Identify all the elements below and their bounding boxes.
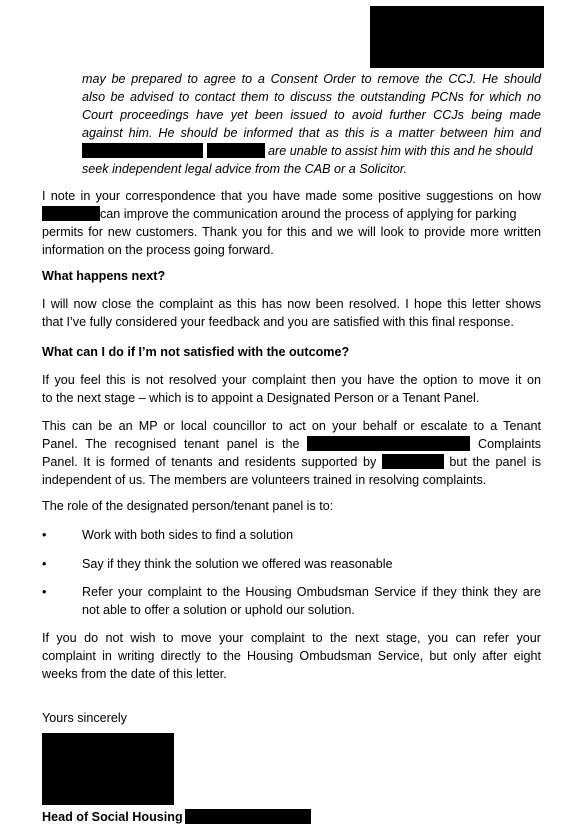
redacted-organisation — [382, 454, 444, 469]
bullet-marker: • — [42, 557, 47, 571]
options-line-2: to the next stage – which is to appoint a Designated Person or a Tenant Panel. — [42, 391, 480, 405]
suggestions-line-3: permits for new customers. Thank you for this and we will look to provide more written — [42, 225, 541, 239]
bullet-item: Refer your complaint to the Housing Ombudsman Service if they think they are not able to offer a solution or uphold our solution. — [82, 585, 541, 617]
heading-not-satisfied: What can I do if I’m not satisfied with the outcome? — [42, 345, 350, 359]
redacted-organisation — [185, 809, 311, 824]
suggestions-line-1: I note in your correspondence that you have made some positive suggestions on how — [42, 189, 541, 203]
options-paragraph — [42, 371, 541, 407]
ombudsman-line-1: If you do not wish to move your complaint to the next stage, you can refer your — [42, 631, 541, 645]
ombudsman-line-2: complaint in writing directly to the Housing Ombudsman Service, but only after eight — [42, 649, 541, 663]
panel-line-1: This can be an MP or local councillor to act on your behalf or escalate to a Tenant — [42, 419, 541, 433]
quote-line-2: also be advised to contact them to discuss the outstanding PCNs for which no — [82, 90, 541, 104]
heading-what-happens-next: What happens next? — [42, 269, 166, 283]
close-line-1: I will now close the complaint as this has now been resolved. I hope this letter shows — [42, 297, 541, 311]
quoted-advice-block — [82, 70, 541, 178]
quote-line-4: against him. He should be informed that as this is a matter between him and — [82, 126, 541, 140]
suggestions-paragraph — [42, 187, 541, 259]
redacted-header-block — [370, 6, 544, 68]
ombudsman-line-3: weeks from the date of this letter. — [42, 667, 227, 681]
panel-line-2: Panel. The recognised tenant panel is the Complaints — [42, 437, 542, 451]
redacted-name — [42, 206, 100, 221]
quote-line-6: seek independent legal advice from the CAB or a Solicitor. — [82, 162, 408, 176]
bullet-marker: • — [42, 585, 47, 599]
bullet-item: Say if they think the solution we offered was reasonable — [82, 557, 393, 571]
redacted-name — [82, 143, 203, 158]
bullet-marker: • — [42, 528, 47, 542]
options-line-1: If you feel this is not resolved your complaint then you have the option to move it on — [42, 373, 541, 387]
ombudsman-paragraph — [42, 629, 541, 683]
redacted-signature — [42, 733, 174, 805]
panel-line-3: Panel. It is formed of tenants and residents supported by but the panel is — [42, 455, 542, 469]
panel-line-4: independent of us. The members are volunteers trained in resolving complaints. — [42, 473, 487, 487]
redacted-panel-name — [307, 436, 470, 451]
tenant-panel-paragraph — [42, 417, 541, 489]
quote-line-3: Court proceedings have yet been issued to avoid further CCJs being made — [82, 108, 541, 122]
suggestions-line-4: information on the process going forward. — [42, 243, 274, 257]
closing-salutation: Yours sincerely — [42, 711, 127, 725]
close-paragraph — [42, 295, 541, 331]
signature-title: Head of Social Housing — [42, 808, 541, 826]
bullet-item: Work with both sides to find a solution — [82, 528, 294, 542]
quote-line-1: may be prepared to agree to a Consent Order to remove the CCJ. He should — [82, 72, 541, 86]
close-line-2: that I’ve fully considered your feedback and you are satisfied with this final response. — [42, 315, 514, 329]
redacted-name — [207, 143, 265, 158]
suggestions-line-2: can improve the communication around the process of applying for parking — [42, 205, 541, 223]
quote-line-5: are unable to assist him with this and he should — [82, 142, 541, 160]
role-intro: The role of the designated person/tenant panel is to: — [42, 499, 334, 513]
